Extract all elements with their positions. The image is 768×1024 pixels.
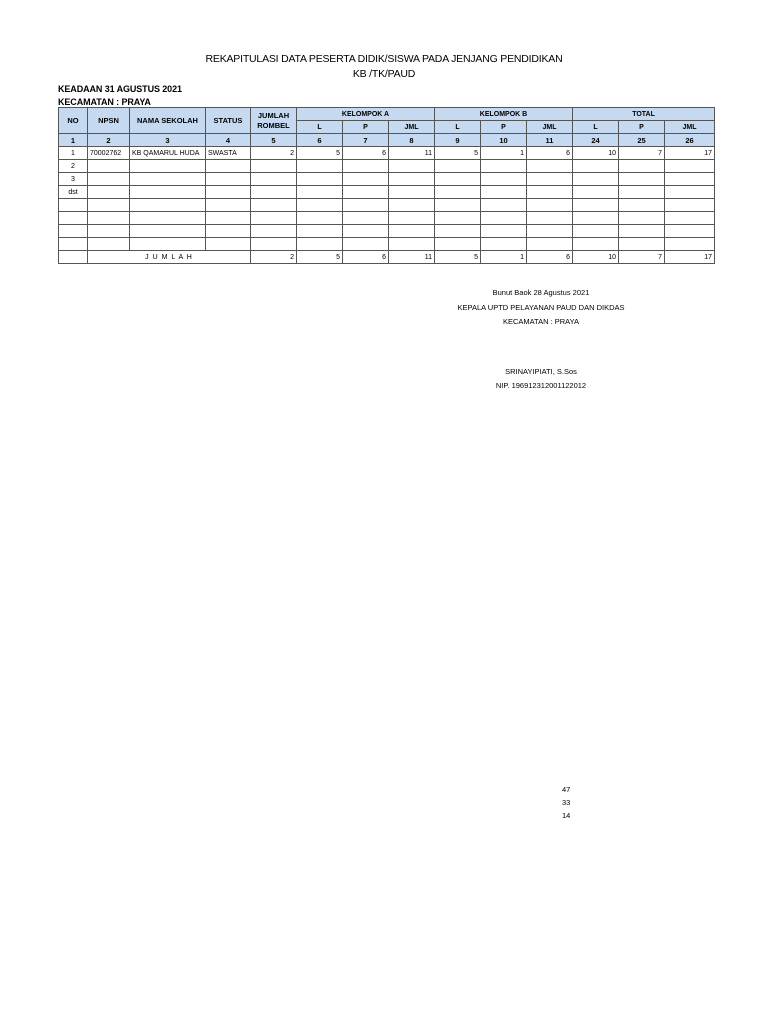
table-cell: [573, 212, 619, 225]
table-cell: [619, 160, 665, 173]
table-cell: [59, 238, 88, 251]
table-cell: [130, 238, 206, 251]
col-number: 25: [619, 134, 665, 147]
table-cell: [251, 238, 297, 251]
header-status: STATUS: [206, 108, 251, 134]
rekap-table: [58, 107, 715, 264]
table-row: [59, 147, 715, 160]
table-cell: [481, 173, 527, 186]
table-cell: [251, 212, 297, 225]
table-cell: [343, 173, 389, 186]
header-kelompok-a: KELOMPOK A: [297, 108, 435, 121]
header-npsn: NPSN: [88, 108, 130, 134]
table-row: [59, 160, 715, 173]
col-number: 10: [481, 134, 527, 147]
table-cell: [481, 225, 527, 238]
table-cell: [389, 212, 435, 225]
table-cell: [573, 186, 619, 199]
total-value: 10: [573, 251, 619, 264]
table-cell: [481, 199, 527, 212]
signature-name: SRINAYIPIATI, S.Sos: [505, 367, 577, 376]
table-cell: [573, 199, 619, 212]
table-cell: [88, 199, 130, 212]
subheader-cell: JML: [527, 121, 573, 134]
table-cell: [619, 212, 665, 225]
table-cell: [389, 160, 435, 173]
column-number-row: [59, 134, 715, 147]
col-number: 24: [573, 134, 619, 147]
total-value: 5: [297, 251, 343, 264]
table-cell: [297, 238, 343, 251]
table-cell: [619, 199, 665, 212]
table-cell: [130, 225, 206, 238]
table-cell: 11: [389, 147, 435, 160]
subheader-cell: L: [435, 121, 481, 134]
header-jumlah-rombel: JUMLAH ROMBEL: [251, 108, 297, 134]
table-cell: [527, 199, 573, 212]
table-cell: [297, 212, 343, 225]
table-cell: 3: [59, 173, 88, 186]
table-cell: [435, 173, 481, 186]
table-cell: 1: [481, 147, 527, 160]
table-cell: 70002762: [88, 147, 130, 160]
table-cell: [343, 238, 389, 251]
table-cell: [206, 225, 251, 238]
table-cell: 10: [573, 147, 619, 160]
total-blank: [59, 251, 88, 264]
signature-nip: NIP. 196912312001122012: [495, 381, 587, 390]
total-value: 11: [389, 251, 435, 264]
table-cell: [435, 199, 481, 212]
col-number: 26: [665, 134, 715, 147]
table-cell: [481, 212, 527, 225]
table-cell: [573, 173, 619, 186]
table-cell: [297, 199, 343, 212]
subheader-cell: P: [343, 121, 389, 134]
report-title: REKAPITULASI DATA PESERTA DIDIK/SISWA PADA JENJANG PENDIDIKAN: [205, 53, 563, 65]
table-row: [59, 186, 715, 199]
report-subtitle: KB /TK/PAUD: [352, 68, 416, 80]
table-cell: [206, 186, 251, 199]
kecamatan-label: KECAMATAN : PRAYA: [58, 97, 151, 107]
table-cell: [389, 173, 435, 186]
table-cell: [251, 186, 297, 199]
col-number: 8: [389, 134, 435, 147]
table-cell: [573, 160, 619, 173]
table-row: [59, 173, 715, 186]
table-cell: [297, 160, 343, 173]
total-value: 1: [481, 251, 527, 264]
table-cell: [59, 225, 88, 238]
table-cell: [206, 238, 251, 251]
side-number: 33: [562, 798, 571, 807]
table-cell: [251, 225, 297, 238]
table-cell: [130, 212, 206, 225]
table-cell: 5: [435, 147, 481, 160]
total-value: 7: [619, 251, 665, 264]
side-number: 47: [562, 785, 571, 794]
table-cell: dst: [59, 186, 88, 199]
table-cell: [206, 160, 251, 173]
table-cell: [206, 173, 251, 186]
table-cell: 2: [59, 160, 88, 173]
keadaan-date: KEADAAN 31 AGUSTUS 2021: [58, 84, 182, 94]
table-cell: [481, 238, 527, 251]
table-cell: [88, 212, 130, 225]
table-cell: [481, 160, 527, 173]
table-row: [59, 238, 715, 251]
table-cell: [343, 225, 389, 238]
side-number: 14: [562, 811, 571, 820]
table-cell: [251, 160, 297, 173]
table-cell: [297, 225, 343, 238]
table-cell: [59, 199, 88, 212]
table-cell: [619, 186, 665, 199]
table-cell: [527, 238, 573, 251]
table-cell: [343, 212, 389, 225]
subheader-cell: L: [573, 121, 619, 134]
col-number: 6: [297, 134, 343, 147]
subheader-cell: JML: [665, 121, 715, 134]
table-cell: [573, 238, 619, 251]
table-cell: [206, 199, 251, 212]
total-value: 6: [527, 251, 573, 264]
col-number: 4: [206, 134, 251, 147]
table-cell: 7: [619, 147, 665, 160]
table-cell: [665, 225, 715, 238]
table-cell: [665, 186, 715, 199]
table-cell: KB QAMARUL HUDA: [130, 147, 206, 160]
table-cell: [251, 173, 297, 186]
table-cell: 5: [297, 147, 343, 160]
table-cell: [343, 186, 389, 199]
table-cell: [665, 238, 715, 251]
table-cell: [527, 212, 573, 225]
total-label: J U M L A H: [88, 251, 251, 264]
col-number: 11: [527, 134, 573, 147]
col-number: 3: [130, 134, 206, 147]
table-cell: [297, 173, 343, 186]
table-cell: [88, 225, 130, 238]
subheader-cell: L: [297, 121, 343, 134]
table-cell: [88, 173, 130, 186]
header-no: NO: [59, 108, 88, 134]
table-cell: [389, 199, 435, 212]
table-cell: [527, 173, 573, 186]
table-cell: [297, 186, 343, 199]
header-nama-sekolah: NAMA SEKOLAH: [130, 108, 206, 134]
table-cell: [665, 212, 715, 225]
table-cell: 17: [665, 147, 715, 160]
table-cell: [619, 225, 665, 238]
total-value: 5: [435, 251, 481, 264]
table-cell: [88, 238, 130, 251]
signature-position: KEPALA UPTD PELAYANAN PAUD DAN DIKDAS: [457, 303, 625, 312]
table-cell: [88, 186, 130, 199]
table-cell: [130, 199, 206, 212]
table-cell: [573, 225, 619, 238]
table-cell: 6: [343, 147, 389, 160]
total-value: 6: [343, 251, 389, 264]
table-cell: [343, 199, 389, 212]
table-cell: [665, 173, 715, 186]
table-cell: [435, 186, 481, 199]
total-row: [59, 251, 715, 264]
table-cell: 1: [59, 147, 88, 160]
subheader-cell: P: [481, 121, 527, 134]
table-row: [59, 212, 715, 225]
subheader-cell: P: [619, 121, 665, 134]
table-cell: [130, 160, 206, 173]
header-kelompok-b: KELOMPOK B: [435, 108, 573, 121]
table-cell: [389, 186, 435, 199]
table-cell: [619, 238, 665, 251]
table-cell: [130, 186, 206, 199]
header-total: TOTAL: [573, 108, 715, 121]
col-number: 2: [88, 134, 130, 147]
signature-place-date: Bunut Baok 28 Agustus 2021: [492, 288, 590, 297]
table-cell: [527, 186, 573, 199]
table-cell: [389, 225, 435, 238]
total-value: 17: [665, 251, 715, 264]
col-number: 1: [59, 134, 88, 147]
table-cell: [619, 173, 665, 186]
table-cell: [435, 212, 481, 225]
table-row: [59, 225, 715, 238]
table-cell: [665, 199, 715, 212]
table-cell: [389, 238, 435, 251]
table-row: [59, 199, 715, 212]
total-value: 2: [251, 251, 297, 264]
table-cell: [665, 160, 715, 173]
table-cell: [481, 186, 527, 199]
table-cell: SWASTA: [206, 147, 251, 160]
table-cell: 2: [251, 147, 297, 160]
table-cell: 6: [527, 147, 573, 160]
table-cell: [527, 160, 573, 173]
table-cell: [435, 225, 481, 238]
table-cell: [435, 160, 481, 173]
col-number: 9: [435, 134, 481, 147]
table-cell: [251, 199, 297, 212]
table-cell: [343, 160, 389, 173]
table-cell: [130, 173, 206, 186]
signature-kecamatan: KECAMATAN : PRAYA: [502, 317, 580, 326]
table-cell: [527, 225, 573, 238]
col-number: 7: [343, 134, 389, 147]
table-cell: [59, 212, 88, 225]
table-cell: [435, 238, 481, 251]
col-number: 5: [251, 134, 297, 147]
subheader-cell: JML: [389, 121, 435, 134]
table-cell: [88, 160, 130, 173]
table-cell: [206, 212, 251, 225]
